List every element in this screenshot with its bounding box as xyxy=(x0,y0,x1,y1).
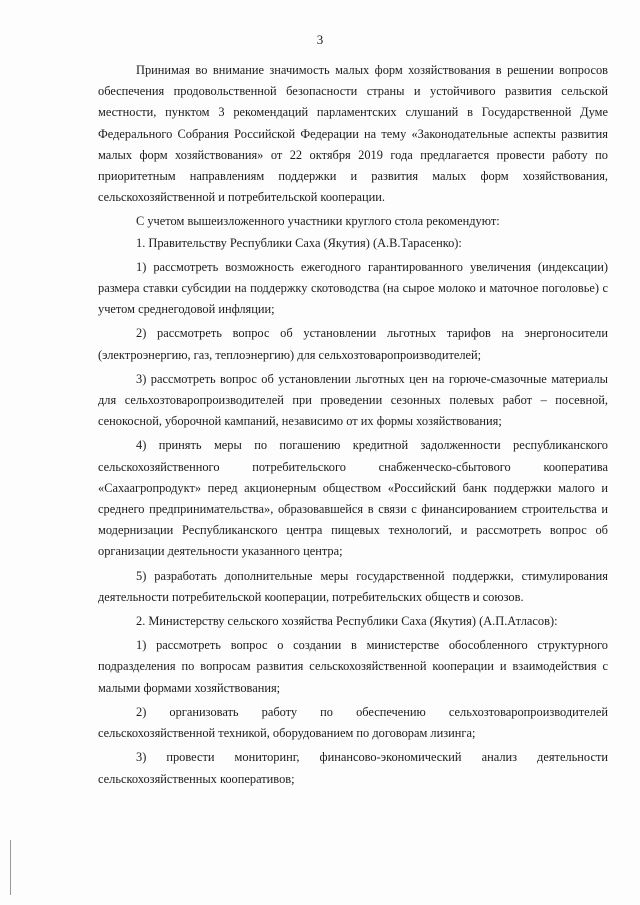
recommendations-intro: С учетом вышеизложенного участники круглого стола рекомендуют: xyxy=(136,214,500,229)
section-2-heading: 2. Министерству сельского хозяйства Республики Саха (Якутия) (А.П.Атласов): xyxy=(136,614,558,629)
section-1-item-4: 4) принять меры по погашению кредитной задолженности республиканского сельскохозяйственного потребительского снабженческо-сбытового кооператива «Сахаагропродукт» перед акционерным обществом «Российский банк поддержки малого и среднего предпринимательства», образовавшейся в связи с финансированием строительства и модернизации Республиканского центра пищевых технологий, и рассмотреть вопрос об организации деятельности указанного центра; xyxy=(98,438,608,559)
section-2-item-2: 2) организовать работу по обеспечению сельхозтоваропроизводителей сельскохозяйственной техникой, оборудованием по договорам лизинга; xyxy=(98,704,608,741)
intro-paragraph: Принимая во внимание значимость малых форм хозяйствования в решении вопросов обеспечения продовольственной безопасности страны и устойчивого развития сельской местности, пунктом 3 рекомендаций парламентских слушаний в Государственной Думе Федерального Собрания Российской Федерации на тему «Законодательные аспекты развития малых форм хозяйствования» от 22 октября 2019 года предлагается провести работу по приоритетным направлениям поддержки и развития малых форм хозяйствования, сельскохозяйственной и потребительской кооперации. xyxy=(98,63,608,205)
section-1-item-5: 5) разработать дополнительные меры государственной поддержки, стимулирования деятельности потребительской кооперации, потребительских обществ и союзов. xyxy=(98,568,608,604)
section-1-item-2: 2) рассмотреть вопрос об установлении льготных тарифов на энергоносители (электроэнергию, газ, теплоэнергию) для сельхозтоваропроизводителей; xyxy=(98,326,608,362)
scan-margin-mark xyxy=(10,840,11,895)
document-body xyxy=(98,60,608,790)
section-1-heading: 1. Правительству Республики Саха (Якутия) (А.В.Тарасенко): xyxy=(136,235,462,250)
section-1-item-1: 1) рассмотреть возможность ежегодного гарантированного увеличения (индексации) размера ставки субсидии на поддержку скотоводства (на сырое молоко и маточное поголовье) с учетом среднегодовой инфляции; xyxy=(98,259,608,317)
section-1-item-3: 3) рассмотреть вопрос об установлении льготных цен на горюче-смазочные материалы для сельхозтоваропроизводителей при проведении сезонных полевых работ – посевной, сенокосной, уборочной кампаний, независимо от их формы хозяйствования; xyxy=(98,371,608,429)
section-2-item-1: 1) рассмотреть вопрос о создании в министерстве обособленного структурного подразделения по вопросам развития сельскохозяйственной кооперации и взаимодействия с малыми формами хозяйствования; xyxy=(98,638,608,695)
section-2-item-3: 3) провести мониторинг, финансово-экономический анализ деятельности сельскохозяйственных кооперативов; xyxy=(98,750,608,786)
page-number: 3 xyxy=(316,32,324,47)
